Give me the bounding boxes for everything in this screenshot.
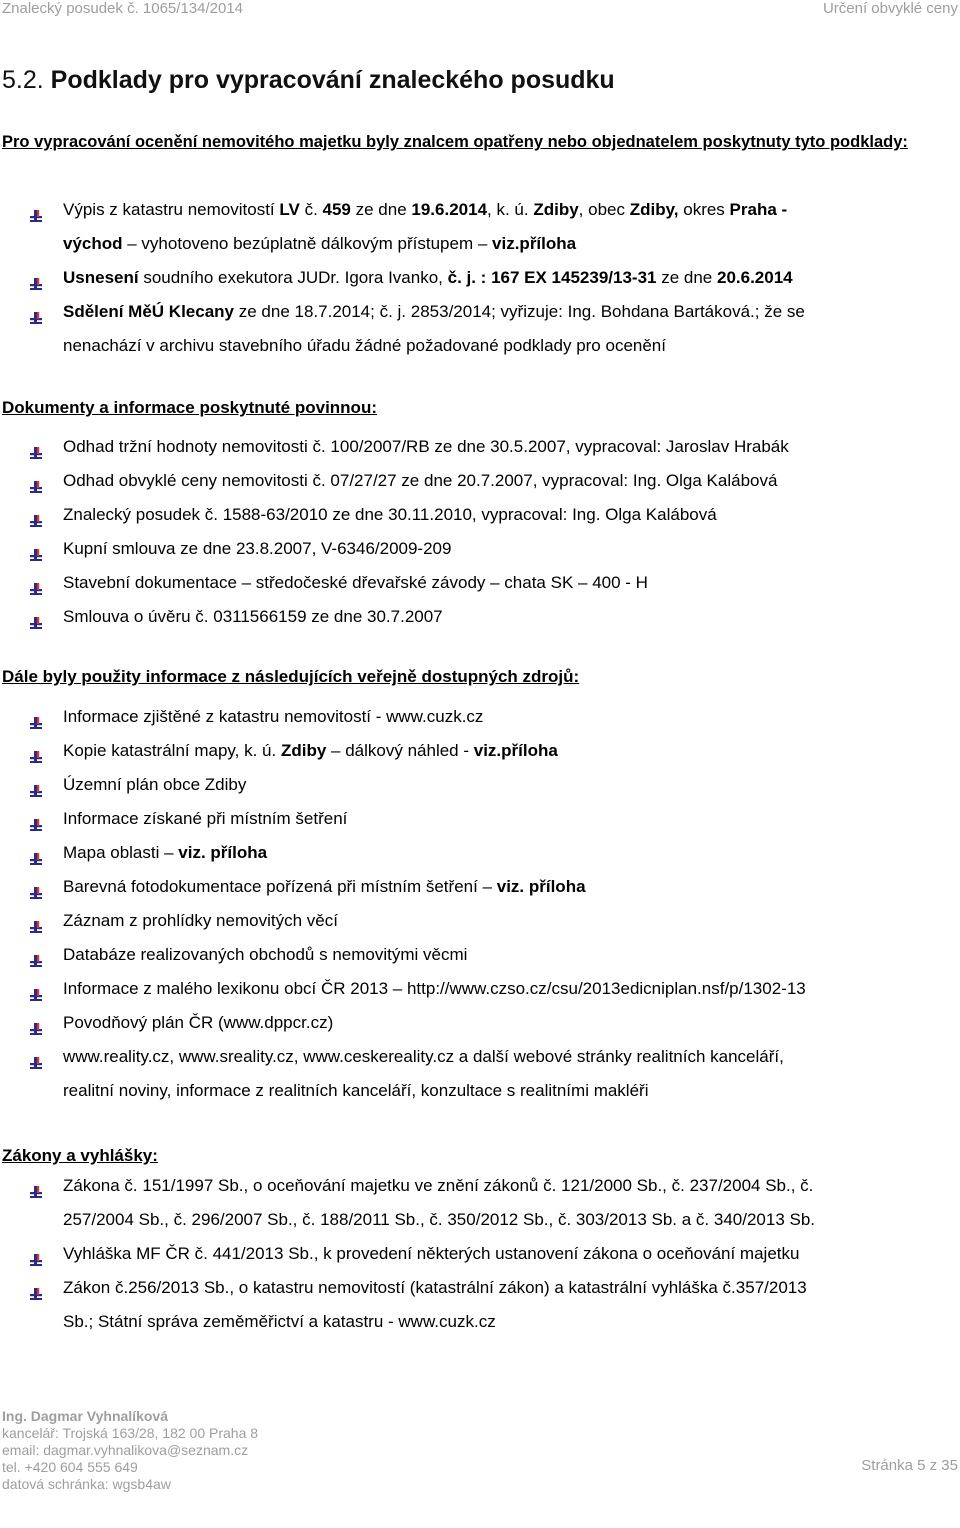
text-line <box>63 802 958 836</box>
list-item <box>28 802 958 836</box>
arrow-bullet-icon <box>28 575 44 591</box>
list-item-text <box>63 734 958 768</box>
arrow-bullet-icon <box>28 202 44 218</box>
list-item-text <box>63 193 958 261</box>
text-run: ze dne <box>350 200 412 219</box>
arrow-bullet-icon <box>28 777 44 793</box>
list-item <box>28 700 958 734</box>
footer-email: email: dagmar.vyhnalikova@seznam.cz <box>2 1442 249 1458</box>
text-run: Povodňový plán ČR (www.dppcr.cz) <box>63 1013 334 1032</box>
list-item-text <box>63 768 958 802</box>
arrow-bullet-icon <box>28 609 44 625</box>
list-item <box>28 836 958 870</box>
list-item-text <box>63 1006 958 1040</box>
text-run: ze dne <box>656 268 717 287</box>
list-item <box>28 1040 958 1108</box>
text-line <box>63 938 958 972</box>
text-run: LV <box>279 200 300 219</box>
list-item-text <box>63 600 958 634</box>
text-run: soudního exekutora JUDr. Igora Ivanko, <box>138 268 448 287</box>
text-run: realitní noviny, informace z realitních kanceláří, konzultace s realitními makléři <box>63 1081 649 1100</box>
text-run: Databáze realizovaných obchodů s nemovitými věcmi <box>63 945 468 964</box>
text-line <box>63 836 958 870</box>
text-line: Znalecký posudek č. 1588-63/2010 ze dne 30.11.2010, vypracoval: Ing. Olga Kalábová <box>63 505 717 524</box>
text-line <box>63 1271 958 1305</box>
text-run: Kopie katastrální mapy, k. ú. <box>63 741 281 760</box>
arrow-bullet-icon <box>28 1246 44 1262</box>
list-item <box>28 600 958 634</box>
text-run: Záznam z prohlídky nemovitých věcí <box>63 911 338 930</box>
text-line: Smlouva o úvěru č. 0311566159 ze dne 30.7.2007 <box>63 607 443 626</box>
heading-zdroje: Dále byly použity informace z následujících veřejně dostupných zdrojů: <box>2 667 580 686</box>
footer-phone: tel. +420 604 555 649 <box>2 1459 138 1475</box>
text-run: okres <box>678 200 730 219</box>
list-item <box>28 193 958 261</box>
text-run: viz.příloha <box>473 741 558 760</box>
arrow-bullet-icon <box>28 709 44 725</box>
text-run: Územní plán obce Zdiby <box>63 775 247 794</box>
intro-text: Pro vypracování ocenění nemovitého majetku byly znalcem opatřeny nebo objednatelem poskytnuty tyto podklady: <box>2 133 908 151</box>
list-item-text <box>63 261 958 295</box>
list-item-text <box>63 295 958 363</box>
footer-office: kancelář: Trojská 163/28, 182 00 Praha 8 <box>2 1425 259 1441</box>
text-run: východ <box>63 234 123 253</box>
text-run: viz. příloha <box>178 843 268 862</box>
list-item-text <box>63 836 958 870</box>
list-item-text <box>63 430 958 464</box>
text-run: Praha - <box>729 200 788 219</box>
list-item <box>28 261 958 295</box>
text-line <box>63 193 958 227</box>
list-item-text <box>63 904 958 938</box>
section-number: 5.2. <box>2 66 44 94</box>
text-run: viz. příloha <box>496 877 586 896</box>
arrow-bullet-icon <box>28 743 44 759</box>
text-run: 20.6.2014 <box>716 268 793 287</box>
text-run: , obec <box>578 200 630 219</box>
text-line <box>63 768 958 802</box>
text-run: Zákona č. 151/1997 Sb., o oceňování majetku ve znění zákonů č. 121/2000 Sb., č. 237/2004 Sb., č. <box>63 1176 814 1195</box>
text-run: Výpis z katastru nemovitostí <box>63 200 280 219</box>
list-item <box>28 1006 958 1040</box>
text-run: viz.příloha <box>492 234 577 253</box>
text-run: Usnesení <box>63 268 139 287</box>
text-run: Vyhláška MF ČR č. 441/2013 Sb., k provedení některých ustanovení zákona o oceňování majetku <box>63 1244 800 1263</box>
arrow-bullet-icon <box>28 1015 44 1031</box>
list-item-text <box>63 1169 958 1237</box>
text-run: 459 <box>322 200 351 219</box>
list-item-text <box>63 498 958 532</box>
arrow-bullet-icon <box>28 439 44 455</box>
text-line <box>63 904 958 938</box>
header-doc-title: Znalecký posudek č. 1065/134/2014 <box>2 0 244 17</box>
arrow-bullet-icon <box>28 811 44 827</box>
list-item <box>28 1271 958 1339</box>
list-item-text <box>63 532 958 566</box>
arrow-bullet-icon <box>28 981 44 997</box>
list-item-text <box>63 700 958 734</box>
list-item <box>28 972 958 1006</box>
arrow-bullet-icon <box>28 270 44 286</box>
page-footer <box>2 1408 960 1493</box>
arrow-bullet-icon <box>28 913 44 929</box>
list-item-text <box>63 1040 958 1108</box>
text-run: – vyhotoveno bezúplatně dálkovým přístupem – <box>122 234 493 253</box>
text-line <box>63 227 958 261</box>
text-run: , k. ú. <box>487 200 534 219</box>
text-line <box>63 1074 958 1108</box>
text-run: Informace zjištěné z katastru nemovitostí - www.cuzk.cz <box>63 707 484 726</box>
text-run: Zdiby <box>533 200 579 219</box>
list-item <box>28 938 958 972</box>
text-line <box>63 870 958 904</box>
arrow-bullet-icon <box>28 473 44 489</box>
text-line: Odhad obvyklé ceny nemovitosti č. 07/27/27 ze dne 20.7.2007, vypracoval: Ing. Olga Kalábová <box>63 471 778 490</box>
text-run: www.reality.cz, www.sreality.cz, www.ceskereality.cz a další webové stránky realitních kanceláří, <box>63 1047 784 1066</box>
arrow-bullet-icon <box>28 304 44 320</box>
text-run: 257/2004 Sb., č. 296/2007 Sb., č. 188/2011 Sb., č. 350/2012 Sb., č. 303/2013 Sb. a č. 340/2013 Sb. <box>63 1210 816 1229</box>
list-item <box>28 295 958 363</box>
text-line <box>63 972 958 1006</box>
list-item <box>28 532 958 566</box>
heading-dokumenty: Dokumenty a informace poskytnuté povinnou: <box>2 398 377 417</box>
list-item <box>28 498 958 532</box>
text-run: Sb.; Státní správa zeměměřictví a katastru - www.cuzk.cz <box>63 1312 496 1331</box>
text-line <box>63 1305 958 1339</box>
footer-name: Ing. Dagmar Vyhnalíková <box>2 1408 168 1424</box>
text-run: č. <box>299 200 323 219</box>
text-line <box>63 1203 958 1237</box>
text-run: Zdiby, <box>629 200 679 219</box>
text-line <box>63 734 958 768</box>
header-section-title: Určení obvyklé ceny <box>822 0 958 17</box>
arrow-bullet-icon <box>28 507 44 523</box>
text-run: Sdělení MěÚ Klecany <box>63 302 235 321</box>
text-run: Informace získané při místním šetření <box>63 809 348 828</box>
text-run: Informace z malého lexikonu obcí ČR 2013 – http://www.czso.cz/csu/2013edicniplan.nsf/p/1302-13 <box>63 979 806 998</box>
text-line <box>63 1169 958 1203</box>
text-run: nenachází v archivu stavebního úřadu žádné požadované podklady pro ocenění <box>63 336 666 355</box>
text-line <box>63 261 958 295</box>
arrow-bullet-icon <box>28 947 44 963</box>
list-item-text <box>63 1271 958 1339</box>
text-line <box>63 700 958 734</box>
arrow-bullet-icon <box>28 845 44 861</box>
section-title <box>2 66 615 95</box>
arrow-bullet-icon <box>28 541 44 557</box>
list-item <box>28 870 958 904</box>
list-item-text <box>63 972 958 1006</box>
footer-databox: datová schránka: wgsb4aw <box>2 1476 171 1492</box>
list-item-text <box>63 938 958 972</box>
text-line <box>63 1006 958 1040</box>
text-run: Zákon č.256/2013 Sb., o katastru nemovitostí (katastrální zákon) a katastrální vyhláška č.357/2013 <box>63 1278 807 1297</box>
list-item <box>28 430 958 464</box>
text-line: Odhad tržní hodnoty nemovitosti č. 100/2007/RB ze dne 30.5.2007, vypracoval: Jaroslav Hrabák <box>63 437 789 456</box>
section-heading: Podklady pro vypracování znaleckého posudku <box>50 66 615 94</box>
arrow-bullet-icon <box>28 1049 44 1065</box>
arrow-bullet-icon <box>28 1280 44 1296</box>
text-run: – dálkový náhled - <box>326 741 474 760</box>
list-item <box>28 734 958 768</box>
text-run: Zdiby <box>280 741 327 760</box>
heading-zakony: Zákony a vyhlášky: <box>2 1146 158 1165</box>
list-item <box>28 464 958 498</box>
text-line <box>63 295 958 329</box>
list-item-text <box>63 870 958 904</box>
list-item <box>28 904 958 938</box>
list-item <box>28 1237 958 1271</box>
text-line <box>63 329 958 363</box>
text-run: Mapa oblasti – <box>63 843 179 862</box>
text-line <box>63 1040 958 1074</box>
list-item-text <box>63 1237 958 1271</box>
text-run: č. j. : 167 EX 145239/13-31 <box>447 268 657 287</box>
list-item-text <box>63 566 958 600</box>
list-item <box>28 566 958 600</box>
page-header <box>0 0 960 22</box>
text-run: ze dne 18.7.2014; č. j. 2853/2014; vyřizuje: Ing. Bohdana Bartáková.; že se <box>234 302 805 321</box>
text-run: Barevná fotodokumentace pořízená při místním šetření – <box>63 877 497 896</box>
list-item <box>28 1169 958 1237</box>
text-line: Kupní smlouva ze dne 23.8.2007, V-6346/2009-209 <box>63 539 452 558</box>
text-run: 19.6.2014 <box>411 200 488 219</box>
list-item <box>28 768 958 802</box>
list-item-text <box>63 802 958 836</box>
list-item-text <box>63 464 958 498</box>
arrow-bullet-icon <box>28 1178 44 1194</box>
text-line: Stavební dokumentace – středočeské dřevařské závody – chata SK – 400 - H <box>63 573 648 592</box>
text-line <box>63 1237 958 1271</box>
arrow-bullet-icon <box>28 879 44 895</box>
page-number: Stránka 5 z 35 <box>861 1457 958 1474</box>
